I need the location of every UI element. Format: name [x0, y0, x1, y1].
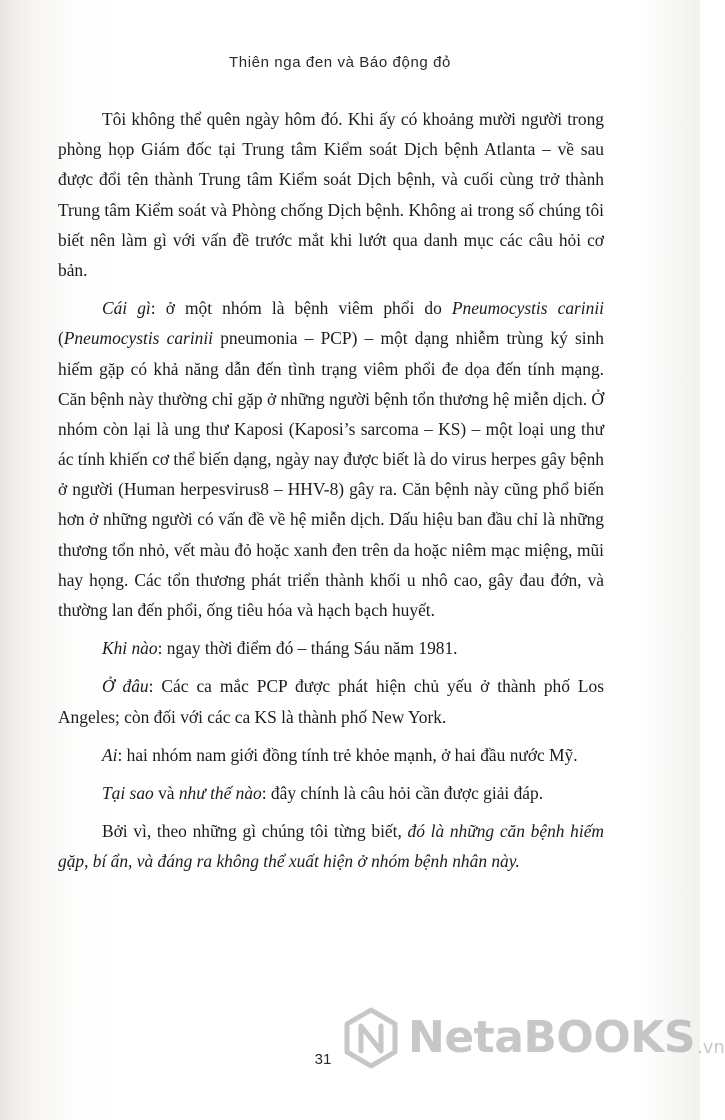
label-how: như thế nào [178, 782, 262, 803]
label-where: Ở đâu [102, 676, 149, 697]
watermark [340, 1003, 725, 1073]
paragraph-where [58, 671, 604, 731]
watermark-brand: NetaBOOKS [408, 1012, 696, 1063]
body-text [58, 104, 604, 885]
label-when: Khi nào [102, 638, 158, 659]
paragraph-what [58, 293, 604, 625]
label-who: Ai [102, 744, 118, 765]
watermark-suffix: .vn [697, 1036, 725, 1058]
paragraph-when [58, 633, 604, 663]
what-text-1: : ở một nhóm là bệnh viêm phổi do [150, 298, 452, 319]
what-text-3: pneumonia – PCP) – một dạng nhiễm trùng ký sinh hiếm gặp có khả năng dẫn đến tình trạng viêm phổi đe dọa đến tính mạng. Căn bệnh này thường chỉ gặp ở những người bệnh tổn thương hệ miễn dịch. Ở nhóm còn lại là ung thư Kaposi (Kaposi’s sarcoma – KS) – một loại ung thư ác tính khiến cơ thể biến dạng, ngày nay được biết là do virus herpes gây bệnh ở người (Human herpesvirus8 – HHV-8) gây ra. Căn bệnh này cũng phổ biến hơn ở những người có vấn đề về hệ miễn dịch. Dấu hiệu ban đầu chỉ là những thương tổn nhỏ, vết màu đỏ hoặc xanh đen trên da hoặc niêm mạc miệng, mũi hay họng. Các tổn thương phát triển thành khối u nhô cao, gây đau đớn, và thường lan đến phổi, ống tiêu hóa và hạch bạch huyết. [58, 328, 604, 620]
label-why: Tại sao [102, 782, 154, 803]
netabooks-logo-icon [340, 1007, 402, 1069]
why-how-connector: và [153, 782, 179, 803]
when-text: : ngay thời điểm đó – tháng Sáu năm 1981. [157, 638, 458, 659]
conclusion-italic: đó là những căn bệnh hiếm gặp, bí ẩn, và đáng ra không thể xuất hiện ở nhóm bệnh nhân này. [58, 821, 604, 872]
who-text: : hai nhóm nam giới đồng tính trẻ khỏe mạnh, ở hai đầu nước Mỹ. [117, 744, 578, 765]
conclusion-text: Bởi vì, theo những gì chúng tôi từng biết, [102, 821, 408, 842]
why-how-text: : đây chính là câu hỏi cần được giải đáp. [261, 782, 544, 803]
species-name-1: Pneumocystis carinii [451, 298, 604, 319]
paragraph-1: Tôi không thể quên ngày hôm đó. Khi ấy có khoảng mười người trong phòng họp Giám đốc tại Trung tâm Kiểm soát Dịch bệnh Atlanta – về sau được đổi tên thành Trung tâm Kiểm soát Dịch bệnh, và cuối cùng trở thành Trung tâm Kiểm soát và Phòng chống Dịch bệnh. Không ai trong số chúng tôi biết nên làm gì với vấn đề trước mắt khi lướt qua danh mục các câu hỏi cơ bản. [58, 109, 604, 280]
paragraph-who [58, 740, 604, 770]
running-header: Thiên nga đen và Báo động đỏ [229, 54, 451, 71]
species-name-2: Pneumocystis carinii [63, 328, 214, 349]
where-text: : Các ca mắc PCP được phát hiện chủ yếu ở thành phố Los Angeles; còn đối với các ca KS là thành phố New York. [58, 676, 604, 727]
page-number: 31 [314, 1051, 332, 1068]
paragraph-why-how [58, 778, 604, 808]
paragraph-conclusion [58, 816, 604, 876]
label-what: Cái gì [102, 298, 151, 319]
what-text-2: ( [58, 328, 64, 349]
